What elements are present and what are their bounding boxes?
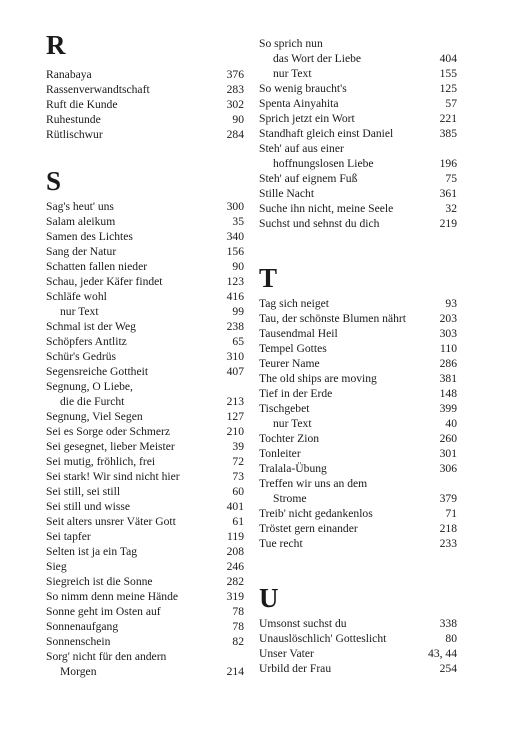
index-entry — [259, 156, 457, 171]
index-entry — [46, 244, 244, 259]
entry-page-number: 208 — [226, 545, 244, 558]
index-entry — [259, 631, 457, 646]
index-entry — [259, 661, 457, 676]
entry-page-number: 286 — [439, 357, 457, 370]
entry-page-number: 310 — [226, 350, 244, 363]
entry-title: Tischgebet — [259, 402, 310, 415]
entry-page-number: 246 — [226, 560, 244, 573]
index-entry — [46, 604, 244, 619]
index-entry — [259, 461, 457, 476]
entry-page-number: 90 — [232, 260, 244, 273]
index-entry — [46, 499, 244, 514]
index-entry — [259, 401, 457, 416]
index-entry — [46, 289, 244, 304]
index-entry — [46, 424, 244, 439]
index-entry — [46, 199, 244, 214]
entry-page-number: 90 — [232, 113, 244, 126]
entry-page-number: 40 — [445, 417, 457, 430]
entry-page-number: 218 — [439, 522, 457, 535]
entry-page-number: 221 — [439, 112, 457, 125]
index-entry — [46, 439, 244, 454]
index-entry — [46, 82, 244, 97]
entry-title: Sei es Sorge oder Schmerz — [46, 425, 171, 438]
entry-title: Ruft die Kunde — [46, 98, 118, 111]
index-entry — [46, 409, 244, 424]
entry-title: Tue recht — [259, 537, 303, 550]
index-entry — [259, 111, 457, 126]
entry-title: Steh' auf eignem Fuß — [259, 172, 358, 185]
index-entry — [259, 386, 457, 401]
index-entry — [259, 126, 457, 141]
entry-title: Schür's Gedrüs — [46, 350, 117, 363]
entry-title: nur Text — [273, 67, 312, 80]
entry-title: Morgen — [60, 665, 97, 678]
entry-title: nur Text — [60, 305, 99, 318]
index-entry — [259, 141, 457, 156]
entry-title: Schläfe wohl — [46, 290, 107, 303]
entry-title: Tröstet gern einander — [259, 522, 358, 535]
index-entry — [259, 506, 457, 521]
entry-title: Tralala-Übung — [259, 462, 327, 475]
entry-page-number: 282 — [226, 575, 244, 588]
index-entry — [259, 216, 457, 231]
index-entry — [46, 529, 244, 544]
entry-page-number: 78 — [232, 620, 244, 633]
entry-title: Sei gesegnet, lieber Meister — [46, 440, 175, 453]
entry-page-number: 213 — [226, 395, 244, 408]
entry-page-number: 148 — [439, 387, 457, 400]
index-entry — [259, 171, 457, 186]
entry-page-number: 71 — [445, 507, 457, 520]
section-letter-t: T — [259, 263, 278, 293]
entry-page-number: 302 — [226, 98, 244, 111]
entry-title: Treib' nicht gedankenlos — [259, 507, 373, 520]
entry-page-number: 123 — [226, 275, 244, 288]
index-entry — [259, 326, 457, 341]
index-entry — [46, 664, 244, 679]
entry-title: Steh' auf aus einer — [259, 142, 344, 155]
entry-title: Segnung, O Liebe, — [46, 380, 133, 393]
entry-title: Seit alters unsrer Väter Gott — [46, 515, 176, 528]
index-entry — [259, 536, 457, 551]
entry-page-number: 306 — [439, 462, 457, 475]
entry-title: Strome — [273, 492, 307, 505]
entry-page-number: 156 — [226, 245, 244, 258]
entry-page-number: 35 — [232, 215, 244, 228]
entry-page-number: 300 — [226, 200, 244, 213]
entry-title: Selten ist ja ein Tag — [46, 545, 138, 558]
entry-title: Suchst und sehnst du dich — [259, 217, 380, 230]
section-letter-u: U — [259, 583, 279, 613]
index-entry — [46, 469, 244, 484]
index-entry — [46, 97, 244, 112]
entry-page-number: 219 — [439, 217, 457, 230]
index-entry — [259, 446, 457, 461]
entry-title: Tau, der schönste Blumen nährt — [259, 312, 406, 325]
entry-page-number: 78 — [232, 605, 244, 618]
entry-page-number: 301 — [439, 447, 457, 460]
index-entry — [259, 96, 457, 111]
section-letter-s: S — [46, 166, 62, 196]
entry-page-number: 82 — [232, 635, 244, 648]
entry-page-number: 381 — [439, 372, 457, 385]
entry-page-number: 340 — [226, 230, 244, 243]
entry-title: Spenta Ainyahita — [259, 97, 339, 110]
entry-page-number: 60 — [232, 485, 244, 498]
entry-title: Sag's heut' uns — [46, 200, 114, 213]
index-entry — [46, 304, 244, 319]
entry-page-number: 203 — [439, 312, 457, 325]
entry-page-number: 43, 44 — [428, 647, 457, 660]
entry-page-number: 196 — [439, 157, 457, 170]
index-entry — [46, 454, 244, 469]
entry-page-number: 125 — [439, 82, 457, 95]
entry-page-number: 99 — [232, 305, 244, 318]
entry-title: Sang der Natur — [46, 245, 117, 258]
entry-page-number: 260 — [439, 432, 457, 445]
index-entry — [46, 259, 244, 274]
entry-page-number: 338 — [439, 617, 457, 630]
entry-title: Urbild der Frau — [259, 662, 332, 675]
entry-page-number: 254 — [439, 662, 457, 675]
entry-title: Tausendmal Heil — [259, 327, 338, 340]
index-entry — [46, 379, 244, 394]
entry-title: Standhaft gleich einst Daniel — [259, 127, 394, 140]
entry-title: Unauslöschlich' Gotteslicht — [259, 632, 387, 645]
index-entry — [46, 574, 244, 589]
entry-title: Tief in der Erde — [259, 387, 333, 400]
entry-title: das Wort der Liebe — [273, 52, 362, 65]
index-entry — [259, 646, 457, 661]
index-entry — [259, 521, 457, 536]
entry-title: Umsonst suchst du — [259, 617, 347, 630]
entry-page-number: 75 — [445, 172, 457, 185]
entry-title: Sprich jetzt ein Wort — [259, 112, 355, 125]
entry-page-number: 73 — [232, 470, 244, 483]
entry-title: Sonnenschein — [46, 635, 111, 648]
entry-title: Unser Vater — [259, 647, 314, 660]
entry-page-number: 119 — [227, 530, 244, 543]
entry-title: Teurer Name — [259, 357, 320, 370]
index-entry — [46, 394, 244, 409]
entry-title: Sei still und wisse — [46, 500, 131, 513]
entry-title: Sonnenaufgang — [46, 620, 119, 633]
entry-page-number: 379 — [439, 492, 457, 505]
entry-title: nur Text — [273, 417, 312, 430]
entry-title: So wenig braucht's — [259, 82, 347, 95]
index-entry — [46, 619, 244, 634]
entry-page-number: 110 — [440, 342, 457, 355]
index-entry — [259, 311, 457, 326]
index-entry — [259, 81, 457, 96]
entry-page-number: 127 — [226, 410, 244, 423]
index-entry — [46, 349, 244, 364]
index-entry — [46, 229, 244, 244]
entry-page-number: 214 — [226, 665, 244, 678]
index-entry — [46, 484, 244, 499]
index-entry — [46, 334, 244, 349]
index-entry — [259, 66, 457, 81]
index-entry — [259, 201, 457, 216]
index-entry — [259, 36, 457, 51]
entry-title: The old ships are moving — [259, 372, 377, 385]
entry-page-number: 376 — [226, 68, 244, 81]
entry-title: So sprich nun — [259, 37, 323, 50]
entry-title: Sei tapfer — [46, 530, 91, 543]
index-entry — [46, 589, 244, 604]
entry-page-number: 404 — [439, 52, 457, 65]
entry-title: So nimm denn meine Hände — [46, 590, 179, 603]
entry-page-number: 303 — [439, 327, 457, 340]
entry-title: Schöpfers Antlitz — [46, 335, 127, 348]
entry-title: Schau, jeder Käfer findet — [46, 275, 163, 288]
entry-title: Sorg' nicht für den andern — [46, 650, 167, 663]
entry-page-number: 401 — [226, 500, 244, 513]
index-entry — [259, 371, 457, 386]
entry-title: Sieg — [46, 560, 67, 573]
index-entry — [259, 356, 457, 371]
entry-title: hoffnungslosen Liebe — [273, 157, 374, 170]
index-entry — [46, 634, 244, 649]
entry-page-number: 93 — [445, 297, 457, 310]
index-entry — [259, 491, 457, 506]
index-entry — [46, 127, 244, 142]
entry-title: Salam aleikum — [46, 215, 116, 228]
entry-page-number: 284 — [226, 128, 244, 141]
entry-page-number: 57 — [445, 97, 457, 110]
index-entry — [259, 51, 457, 66]
entry-page-number: 385 — [439, 127, 457, 140]
entry-title: Sei still, sei still — [46, 485, 121, 498]
entry-title: Sei stark! Wir sind nicht hier — [46, 470, 180, 483]
index-entry — [259, 416, 457, 431]
entry-page-number: 361 — [439, 187, 457, 200]
entry-page-number: 72 — [232, 455, 244, 468]
entry-page-number: 210 — [226, 425, 244, 438]
entry-title: Siegreich ist die Sonne — [46, 575, 153, 588]
entry-title: Tonleiter — [259, 447, 301, 460]
entry-title: Schatten fallen nieder — [46, 260, 148, 273]
entry-page-number: 283 — [226, 83, 244, 96]
index-entry — [259, 186, 457, 201]
entry-page-number: 399 — [439, 402, 457, 415]
entry-title: Stille Nacht — [259, 187, 315, 200]
index-entry — [259, 296, 457, 311]
entry-title: Ranabaya — [46, 68, 92, 81]
entry-page-number: 32 — [445, 202, 457, 215]
index-entry — [46, 544, 244, 559]
index-entry — [46, 319, 244, 334]
index-entry — [46, 112, 244, 127]
entry-title: Segnung, Viel Segen — [46, 410, 143, 423]
entry-title: Rassenverwandtschaft — [46, 83, 150, 96]
index-entry — [46, 514, 244, 529]
entry-title: Suche ihn nicht, meine Seele — [259, 202, 394, 215]
entry-title: Sonne geht im Osten auf — [46, 605, 161, 618]
entry-page-number: 233 — [439, 537, 457, 550]
index-entry — [46, 67, 244, 82]
entry-title: Ruhestunde — [46, 113, 101, 126]
entry-title: Schmal ist der Weg — [46, 320, 136, 333]
index-entry — [46, 274, 244, 289]
entry-page-number: 319 — [226, 590, 244, 603]
entry-title: die die Furcht — [60, 395, 125, 408]
index-entry — [259, 341, 457, 356]
entry-title: Sei mutig, fröhlich, frei — [46, 455, 156, 468]
entry-title: Samen des Lichtes — [46, 230, 133, 243]
entry-page-number: 155 — [439, 67, 457, 80]
index-entry — [46, 364, 244, 379]
entry-page-number: 238 — [226, 320, 244, 333]
entry-page-number: 407 — [226, 365, 244, 378]
entry-title: Rütlischwur — [46, 128, 103, 141]
entry-title: Tochter Zion — [259, 432, 320, 445]
entry-page-number: 39 — [232, 440, 244, 453]
index-entry — [259, 476, 457, 491]
entry-page-number: 80 — [445, 632, 457, 645]
entry-title: Tag sich neiget — [259, 297, 330, 310]
entry-page-number: 416 — [226, 290, 244, 303]
index-entry — [259, 616, 457, 631]
entry-page-number: 61 — [232, 515, 244, 528]
entry-title: Treffen wir uns an dem — [259, 477, 368, 490]
entry-page-number: 65 — [232, 335, 244, 348]
entry-title: Segensreiche Gottheit — [46, 365, 149, 378]
entry-title: Tempel Gottes — [259, 342, 327, 355]
index-entry — [46, 559, 244, 574]
index-entry — [46, 214, 244, 229]
index-entry — [46, 649, 244, 664]
section-letter-r: R — [46, 30, 66, 60]
index-entry — [259, 431, 457, 446]
